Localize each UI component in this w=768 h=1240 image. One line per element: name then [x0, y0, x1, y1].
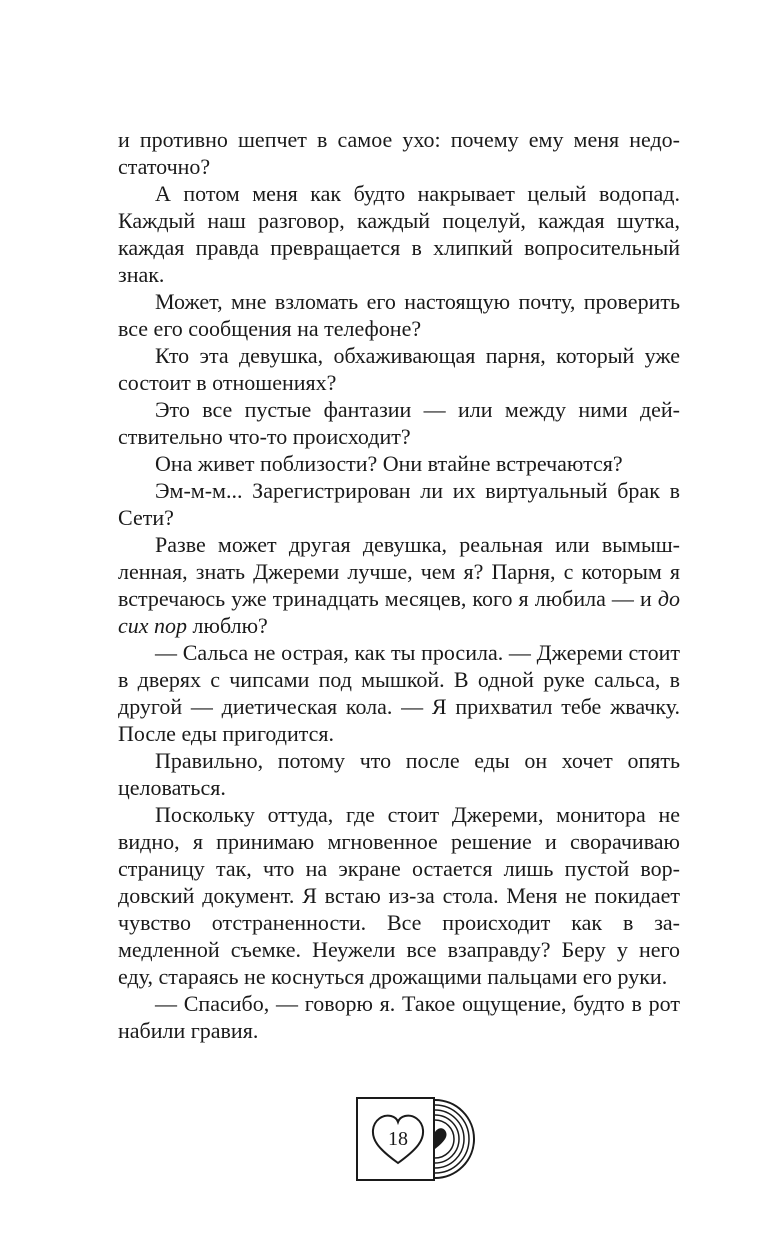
paragraph-11: Поскольку оттуда, где стоит Джереми, монитора не видно, я принимаю мгновенное решение и сворачиваю страницу так, что на экране остается лишь пустой вордовский документ. Я встаю из-за стола. Меня не покидает чувство отстраненности. Все происходит как в замедленной съемке. Неужели все взаправду? Беру у него еду, стараясь не коснуться дрожащими пальцами его руки. — [118, 802, 680, 989]
paragraph-1: и противно шепчет в самое ухо: почему ему меня недостаточно? — [118, 127, 680, 179]
paragraph-6: Она живет поблизости? Они втайне встречаются? — [155, 451, 623, 476]
paragraph-7: Эм-м-м... Зарегистрирован ли их виртуальный брак в Сети? — [118, 478, 680, 530]
paragraph-4: Кто эта девушка, обхаживающая парня, который уже состоит в отношениях? — [118, 343, 680, 395]
paragraph-10: Правильно, потому что после еды он хочет опять целоваться. — [118, 748, 680, 800]
paragraph-3: Может, мне взломать его настоящую почту, проверить все его сообщения на телефоне? — [118, 289, 680, 341]
paragraph-8-text-before: Разве может другая девушка, реальная или вымышленная, знать Джереми лучше, чем я? Парня, с которым я встречаюсь уже тринадцать месяцев, кого я любила — и — [118, 532, 680, 611]
paragraph-8 — [118, 531, 680, 639]
paragraph-8-emphasis: до сих пор — [118, 586, 680, 638]
paragraph-8-text-after: люблю? — [187, 613, 268, 638]
page-text — [118, 126, 680, 1044]
paragraph-12: — Спасибо, — говорю я. Такое ощущение, будто в рот набили гравия. — [118, 991, 680, 1043]
paragraph-5: Это все пустые фантазии — или между ними действительно что-то происходит? — [118, 397, 680, 449]
paragraph-2: А потом меня как будто накрывает целый водопад. Каждый наш разговор, каждый поцелуй, каждая шутка, каждая правда превращается в хлипкий вопросительный знак. — [118, 181, 680, 287]
paragraph-9: — Сальса не острая, как ты просила. — Джереми стоит в дверях с чипсами под мышкой. В одной руке сальса, в другой — диетическая кола. — Я прихватил тебе жвачку. После еды пригодится. — [118, 640, 680, 746]
page-number: 18 — [388, 1128, 408, 1150]
page-folio — [356, 1097, 480, 1181]
